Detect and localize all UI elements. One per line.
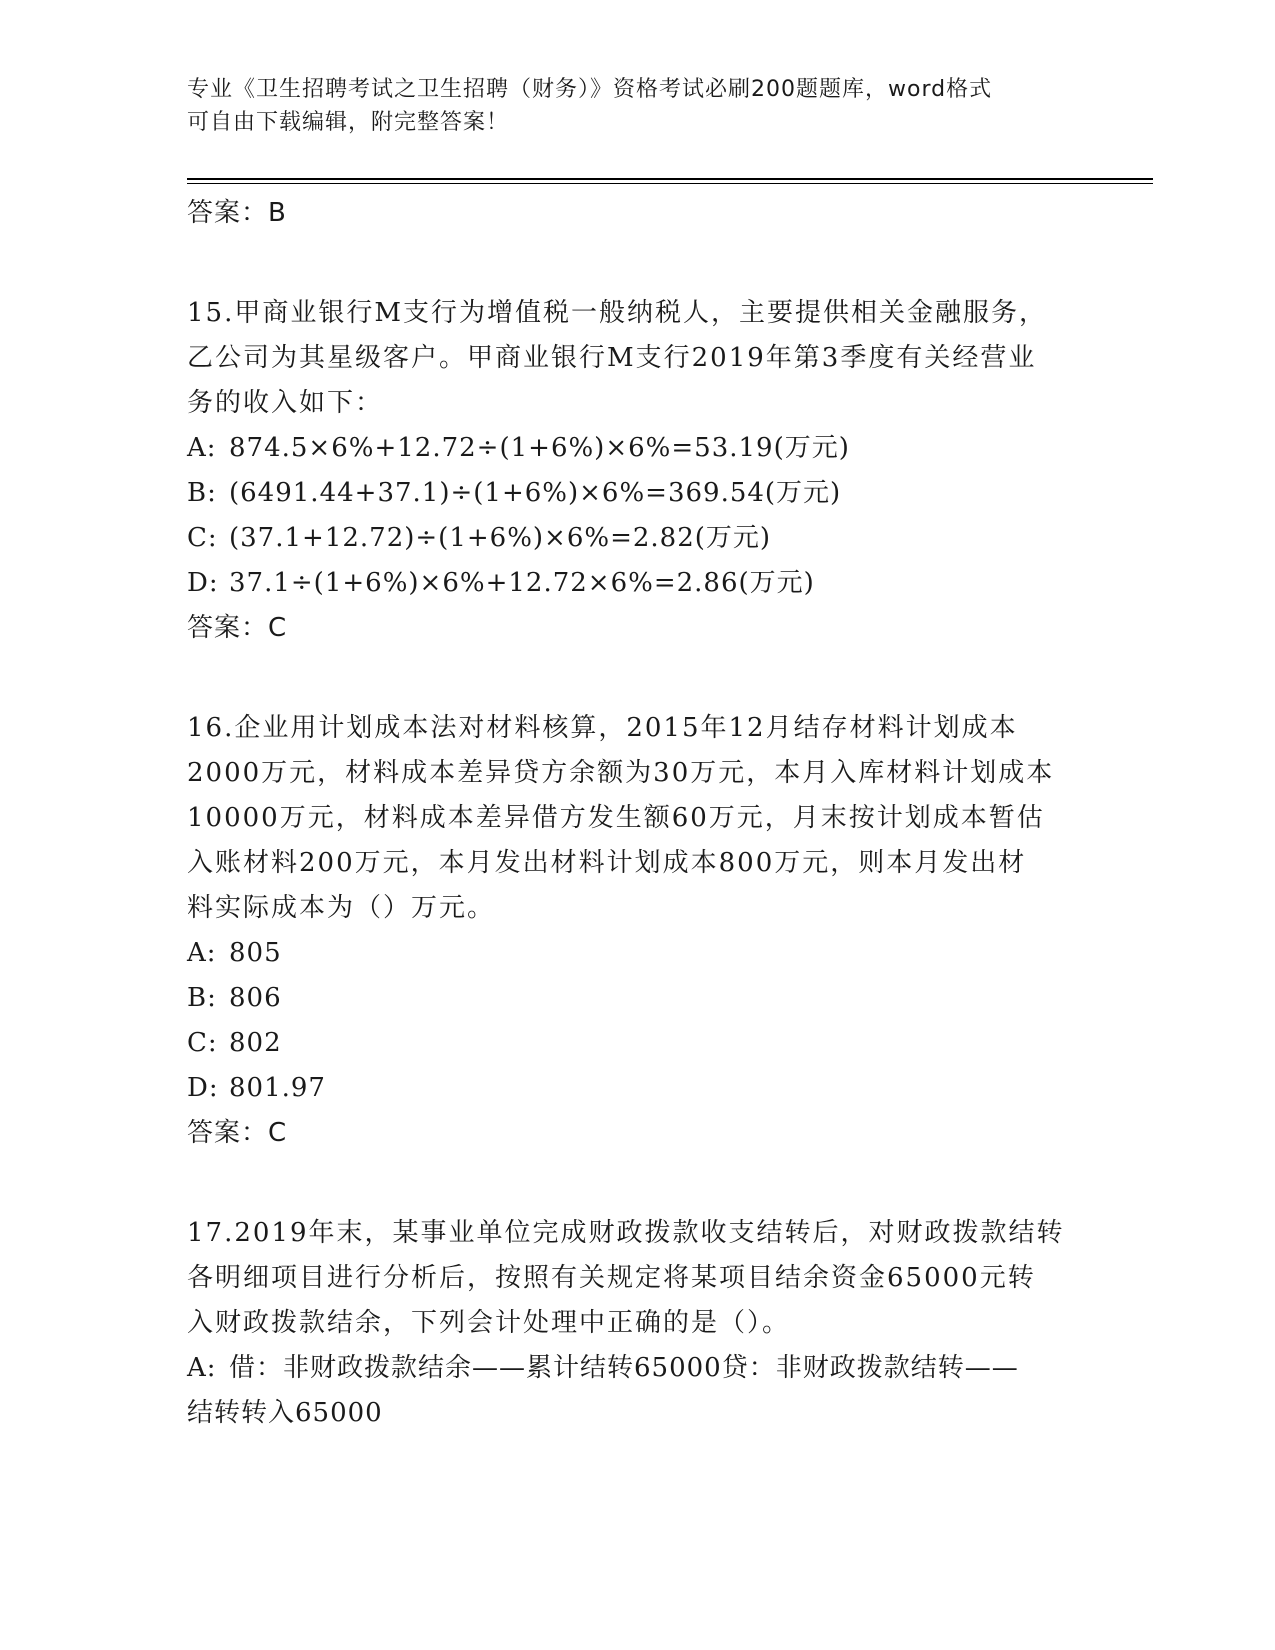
stem-line: 16.企业用计划成本法对材料核算，2015年12月结存材料计划成本 <box>187 713 1018 743</box>
question-15-option-a <box>187 426 1087 471</box>
stem-line: 入财政拨款结余，下列会计处理中正确的是（）。 <box>187 1308 791 1338</box>
option-text: 801.97 <box>229 1073 326 1103</box>
question-16-answer: 答案：C <box>187 1118 288 1148</box>
option-key: B: <box>187 478 217 508</box>
option-text: 874.5×6%+12.72÷(1+6%)×6%=53.19(万元) <box>229 433 850 463</box>
document-header <box>187 73 1087 139</box>
question-16-option-d <box>187 1066 1087 1111</box>
stem-line: 乙公司为其星级客户。甲商业银行M支行2019年第3季度有关经营业 <box>187 343 1037 373</box>
question-15-option-d <box>187 561 1087 606</box>
option-key: A: <box>187 1353 217 1383</box>
option-key: D: <box>187 1073 219 1103</box>
option-text: 37.1÷(1+6%)×6%+12.72×6%=2.86(万元) <box>229 568 815 598</box>
option-text: 802 <box>229 1028 282 1058</box>
question-15 <box>187 291 1087 650</box>
question-17-stem <box>187 1211 1087 1346</box>
stem-line: 15.甲商业银行M支行为增值税一般纳税人，主要提供相关金融服务， <box>187 298 1047 328</box>
stem-line: 料实际成本为（）万元。 <box>187 893 496 923</box>
stem-line: 入账材料200万元，本月发出材料计划成本800万元，则本月发出材 <box>187 848 1027 878</box>
option-text: 805 <box>229 938 282 968</box>
option-key: D: <box>187 568 219 598</box>
stem-line: 务的收入如下： <box>187 388 384 418</box>
option-text: (37.1+12.72)÷(1+6%)×6%=2.82(万元) <box>229 523 772 553</box>
document-body <box>187 191 1087 1436</box>
question-15-stem <box>187 291 1087 426</box>
question-16-stem <box>187 706 1087 931</box>
option-text: (6491.44+37.1)÷(1+6%)×6%=369.54(万元) <box>229 478 842 508</box>
question-15-answer: 答案：C <box>187 613 288 643</box>
question-16 <box>187 706 1087 1155</box>
option-text: 结转转入65000 <box>187 1398 383 1428</box>
question-16-option-c <box>187 1021 1087 1066</box>
question-15-option-c <box>187 516 1087 561</box>
question-15-option-b <box>187 471 1087 516</box>
option-text: 借：非财政拨款结余——累计结转65000贷：非财政拨款结转—— <box>229 1353 1019 1383</box>
stem-line: 17.2019年末，某事业单位完成财政拨款收支结转后，对财政拨款结转 <box>187 1218 1065 1248</box>
stem-line: 各明细项目进行分析后，按照有关规定将某项目结余资金65000元转 <box>187 1263 1036 1293</box>
stem-line: 2000万元，材料成本差异贷方余额为30万元，本月入库材料计划成本 <box>187 758 1055 788</box>
answer-prev: 答案：B <box>187 198 287 228</box>
question-17-option-a <box>187 1346 1087 1391</box>
option-key: B: <box>187 983 217 1013</box>
option-key: C: <box>187 523 218 553</box>
stem-line: 10000万元，材料成本差异借方发生额60万元，月末按计划成本暂估 <box>187 803 1045 833</box>
header-line-1: 专业《卫生招聘考试之卫生招聘（财务）》资格考试必刷200题题库，word格式 <box>187 77 993 102</box>
option-text: 806 <box>229 983 282 1013</box>
question-16-option-a <box>187 931 1087 976</box>
question-16-option-b <box>187 976 1087 1021</box>
question-17 <box>187 1211 1087 1436</box>
option-key: C: <box>187 1028 218 1058</box>
header-line-2: 可自由下载编辑，附完整答案！ <box>187 110 510 135</box>
option-key: A: <box>187 938 217 968</box>
question-17-option-a-continued <box>187 1391 1087 1436</box>
header-divider <box>187 178 1153 184</box>
option-key: A: <box>187 433 217 463</box>
